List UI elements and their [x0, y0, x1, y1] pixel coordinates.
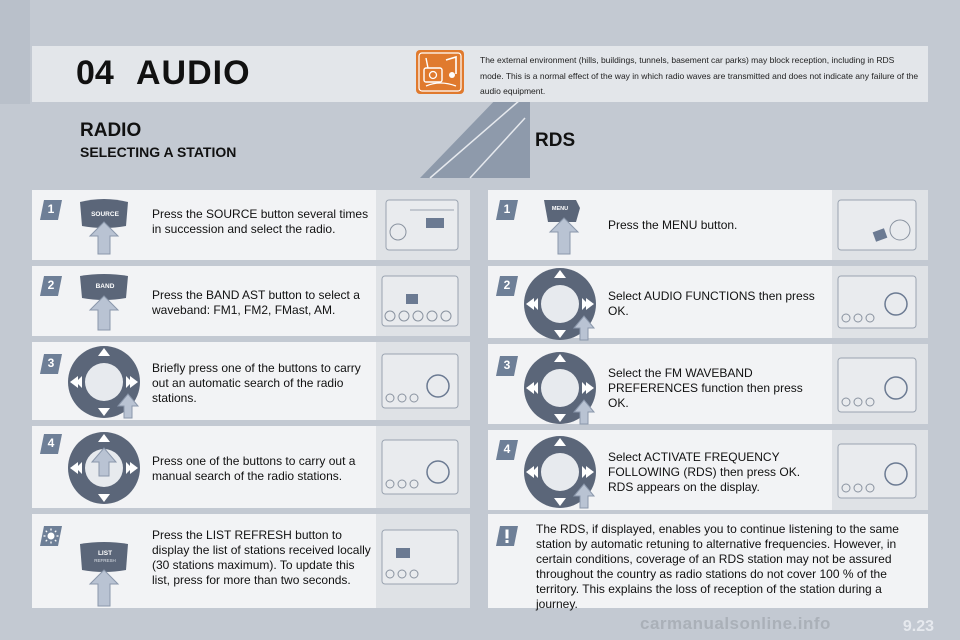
chapter-number: 04	[76, 54, 114, 92]
sun-icon	[40, 526, 62, 546]
source-button-icon	[76, 196, 132, 256]
radio-front-panel-icon	[380, 436, 460, 498]
step-text: Press the LIST REFRESH button to display the list of stations received locally (30 stations maximum). To update this list, press for more than two seconds.	[152, 528, 371, 587]
step-badge-number: 3	[503, 358, 511, 372]
radio-front-panel-icon	[836, 272, 918, 332]
step-badge-number: 1	[47, 202, 55, 216]
radio-section-header	[80, 120, 236, 160]
navigation-pad-icon	[522, 350, 598, 426]
radio-front-panel-icon	[384, 196, 460, 254]
list-button-label: LIST	[97, 550, 113, 557]
step-text: Select ACTIVATE FREQUENCY FOLLOWING (RDS) then press OK. RDS appears on the display.	[608, 450, 801, 494]
page-number: 9.23	[902, 618, 934, 635]
radio-heading: RADIO	[80, 120, 142, 141]
radio-front-panel-icon	[836, 354, 918, 416]
menu-button-label: MENU	[551, 206, 569, 212]
step-text: Select the FM WAVEBAND PREFERENCES function then press OK.	[608, 366, 803, 410]
intro-text: The external environment (hills, buildings, tunnels, basement car parks) may block reception, including in RDS mode. This is a normal effect of the way in which radio waves are transmitted and does not indicate any failure of the audio equipment.	[480, 55, 919, 96]
source-button-label: SOURCE	[91, 211, 119, 218]
step-badge-number: 4	[503, 442, 511, 456]
step-badge-number: 4	[47, 436, 55, 450]
exclamation-icon	[496, 526, 518, 546]
audio-chapter-icon	[416, 50, 464, 94]
radio-subheading: SELECTING A STATION	[80, 144, 237, 160]
chapter-title: AUDIO	[136, 54, 251, 92]
step-text: Briefly press one of the buttons to carry out an automatic search of the radio stations.	[152, 361, 361, 405]
step-text: Press one of the buttons to carry out a manual search of the radio stations.	[152, 454, 356, 483]
step-badge-number: 2	[503, 278, 511, 292]
radio-front-panel-icon	[836, 196, 918, 254]
navigation-pad-icon	[66, 430, 142, 506]
radio-front-panel-icon	[380, 526, 460, 588]
radio-front-panel-icon	[380, 350, 460, 412]
radio-front-panel-icon	[836, 440, 918, 502]
band-button-label: BAND	[95, 283, 115, 290]
step-text: Press the SOURCE button several times in succession and select the radio.	[152, 207, 369, 236]
step-text: Select AUDIO FUNCTIONS then press OK.	[608, 289, 815, 318]
navigation-pad-icon	[66, 344, 142, 420]
radio-front-panel-icon	[380, 272, 460, 330]
rds-note-text: The RDS, if displayed, enables you to continue listening to the same station by automatic retuning to alternative frequencies. However, in certain conditions, coverage of an RDS station may not be assured throughout the country as radio stations do not cover 100 % of the territory. This explains the loss of reception of the station during a journey.	[536, 522, 899, 611]
step-badge-number: 3	[47, 356, 55, 370]
step-badge-number: 2	[47, 278, 55, 292]
step-text: Press the BAND AST button to select a waveband: FM1, FM2, FMast, AM.	[152, 288, 360, 317]
band-button-icon	[76, 272, 132, 332]
watermark: carmanualsonline.info	[640, 614, 831, 633]
navigation-pad-icon	[522, 266, 598, 342]
refresh-button-label: REFRESH	[94, 558, 116, 563]
step-badge-number: 1	[503, 202, 511, 216]
step-text: Press the MENU button.	[608, 218, 738, 232]
navigation-pad-icon	[522, 434, 598, 510]
menu-button-icon	[540, 196, 588, 256]
rds-heading: RDS	[535, 130, 576, 151]
